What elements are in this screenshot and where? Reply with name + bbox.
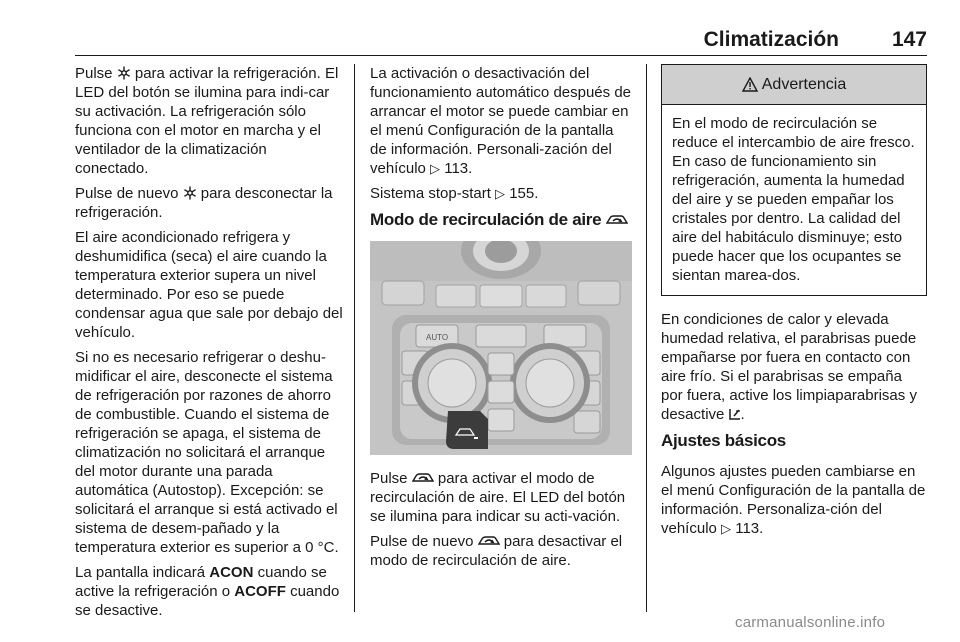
paragraph: Pulse de nuevo para desactivar el modo de recirculación de aire. — [370, 533, 623, 569]
recirculation-icon — [478, 534, 500, 548]
snowflake-icon — [117, 66, 131, 80]
ref-triangle-icon: ▷ — [430, 161, 441, 176]
paragraph: Pulse para activar el modo de recirculación de aire. El LED del botón se ilumina para indicar su acti-vación. — [370, 470, 626, 525]
recirculation-icon — [412, 471, 434, 485]
header-rule — [75, 55, 927, 56]
recirculation-icon — [606, 213, 628, 227]
auto-button-label: AUTO — [426, 333, 449, 342]
page-title: Climatización — [703, 28, 839, 51]
watermark: carmanualsonline.info — [735, 614, 886, 631]
paragraph: Algunos ajustes pueden cambiarse en el menú Configuración de la pantalla de información. Personaliza-ción del vehículo ▷ 113. — [661, 463, 926, 537]
warning-title: Advertencia — [761, 76, 847, 93]
paragraph: El aire acondicionado refrigera y deshumidifica (seca) el aire cuando la temperatura exterior supera un nivel determinado. Por eso se puede condensar agua que sale por debajo del vehículo. — [75, 229, 343, 341]
ref-triangle-icon: ▷ — [721, 521, 732, 536]
warning-triangle-icon — [742, 77, 758, 92]
warning-box — [661, 64, 927, 296]
paragraph: La pantalla indicará ACON cuando se active la refrigeración o ACOFF cuando se desactive. — [75, 564, 340, 619]
climate-control-panel-image — [370, 241, 632, 455]
ref-triangle-icon: ▷ — [495, 186, 506, 201]
warning-text: En el modo de recirculación se reduce el intercambio de aire fresco. En caso de funcionamiento sin refrigeración, aumenta la humedad del aire y se pueden empañar los cristales por dentro. La calidad del aire del habitáculo disminuye; esto puede hacer que los ocupantes se sientan marea-dos. — [672, 115, 915, 284]
paragraph: La activación o desactivación del funcionamiento automático después de arrancar el motor se puede cambiar en el menú Configuración de la pantalla de información. Personali-zación del vehículo ▷ 113. — [370, 65, 632, 177]
section-heading-basic-settings: Ajustes básicos — [661, 431, 786, 450]
warning-header — [662, 65, 926, 105]
column-1 — [75, 64, 343, 626]
page-header — [75, 26, 927, 54]
paragraph: Pulse para activar la refrigeración. El LED del botón se ilumina para indi-car su activación. La refrigeración sólo funciona con el motor en marcha y el ventilador de la climatización conectado. — [75, 65, 339, 177]
section-heading-recirculation: Modo de recirculación de aire — [370, 209, 632, 231]
column-divider-2 — [646, 64, 647, 612]
paragraph: Sistema stop-start ▷ 155. — [370, 185, 539, 202]
snowflake-icon — [183, 186, 197, 200]
column-divider-1 — [354, 64, 355, 612]
paragraph: Pulse de nuevo para desconectar la refrigeración. — [75, 185, 333, 221]
page-number: 147 — [891, 28, 927, 51]
column-2 — [370, 64, 632, 576]
column-3 — [661, 64, 927, 544]
paragraph: En condiciones de calor y elevada humedad relativa, el parabrisas puede empañarse por fuera en contacto con aire frío. Si el parabrisas se empaña por fuera, active los limpiaparabrisas y desactive . — [661, 311, 917, 423]
paragraph: Si no es necesario refrigerar o deshu-midificar el aire, desconecte el sistema de refrigeración por razones de ahorro de combustible. Cuando el sistema de refrigeración se apaga, el sistema de climatización no solicitará el arranque del motor durante una parada automática (Autostop). Excepción: se solicitará el arranque si está activado el sistema de desem-pañado y la temperatura exterior es superior a 0 °C. — [75, 349, 339, 556]
rear-window-wiper-icon — [729, 408, 741, 421]
